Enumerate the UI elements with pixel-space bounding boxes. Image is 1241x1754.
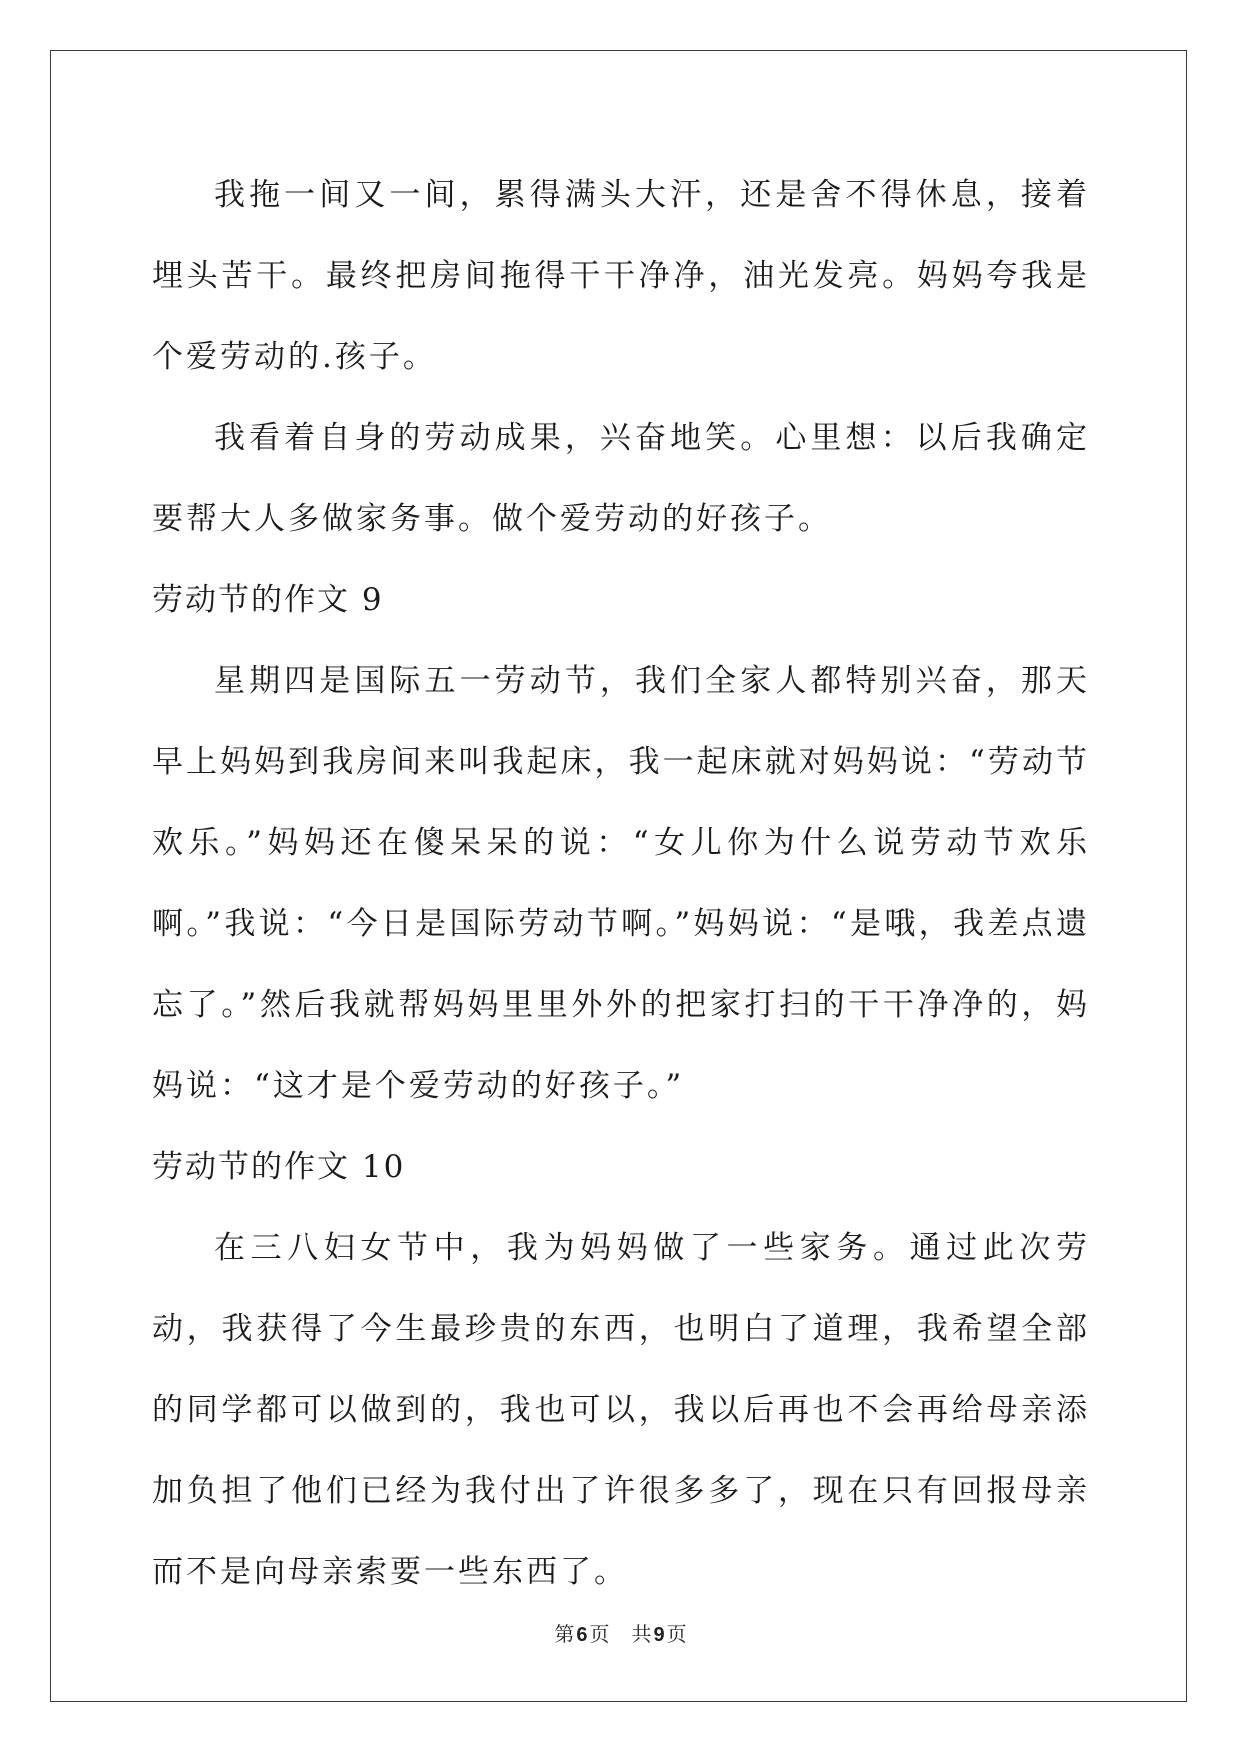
paragraph: 星期四是国际五一劳动节，我们全家人都特别兴奋，那天早上妈妈到我房间来叫我起床，我一起床就对妈妈说：“劳动节欢乐。”妈妈还在傻呆呆的说：“女儿你为什么说劳动节欢乐啊。”我说：“今日是国际劳动节啊。”妈妈说：“是哦，我差点遗忘了。”然后我就帮妈妈里里外外的把家打扫的干干净净的，妈妈说：“这才是个爱劳动的好孩子。” [152,663,1090,1104]
section-heading: 劳动节的作文 9 [152,582,384,618]
document-body [152,155,1090,1613]
page-footer [0,1618,1241,1647]
page-number-prefix: 第 [554,1622,575,1646]
section-heading: 劳动节的作文 10 [152,1149,406,1185]
total-pages-prefix: 共 [631,1622,652,1646]
paragraph: 我看着自身的劳动成果，兴奋地笑。心里想：以后我确定要帮大人多做家务事。做个爱劳动的好孩子。 [152,420,1090,537]
page-number-current: 6 [576,1624,588,1646]
total-pages-count: 9 [653,1624,665,1646]
paragraph: 在三八妇女节中，我为妈妈做了一些家务。通过此次劳动，我获得了今生最珍贵的东西，也明白了道理，我希望全部的同学都可以做到的，我也可以，我以后再也不会再给母亲添加负担了他们已经为我付出了许很多多了，现在只有回报母亲而不是向母亲索要一些东西了。 [152,1230,1090,1590]
paragraph: 我拖一间又一间，累得满头大汗，还是舍不得休息，接着埋头苦干。最终把房间拖得干干净净，油光发亮。妈妈夸我是个爱劳动的.孩子。 [152,177,1090,375]
total-pages-suffix: 页 [666,1622,687,1646]
page-number-suffix: 页 [589,1622,610,1646]
